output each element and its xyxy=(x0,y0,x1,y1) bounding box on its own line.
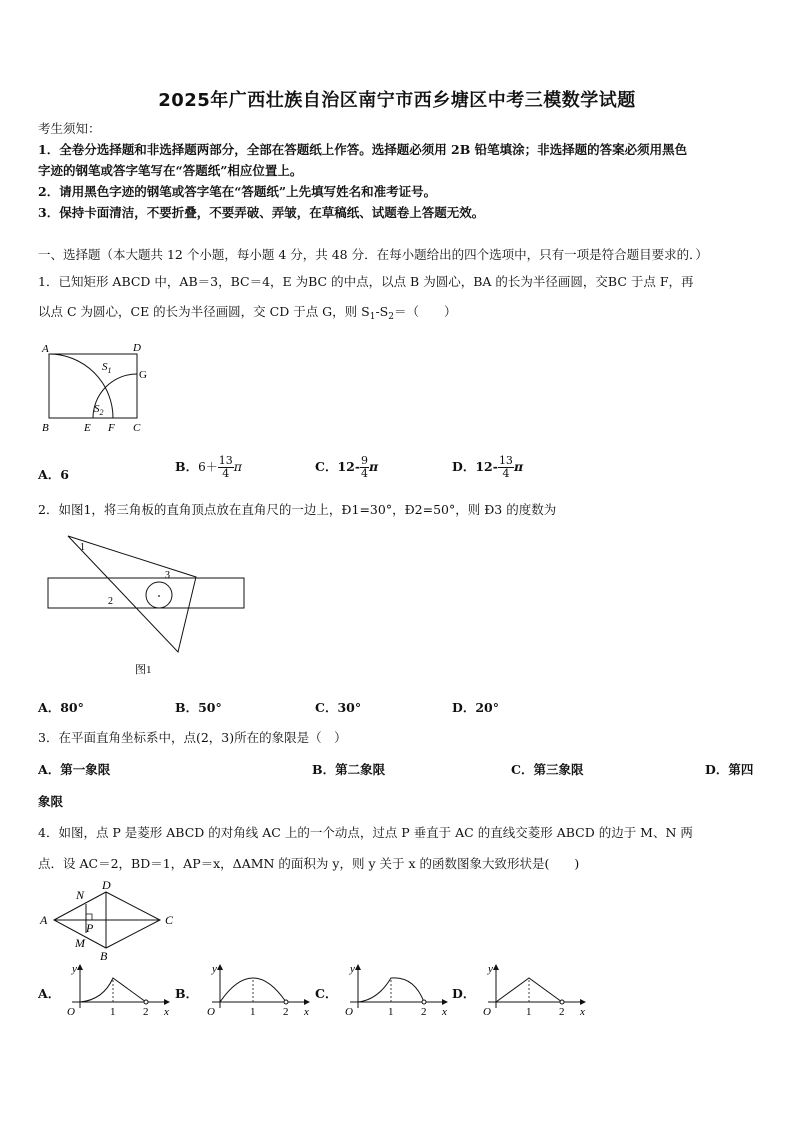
origin-label: O xyxy=(345,1006,353,1018)
x-axis-label: x xyxy=(580,1006,585,1018)
q4-option-d-label[interactable]: D． xyxy=(452,986,476,1001)
fig4-label-a: A xyxy=(40,913,48,927)
endpoint-dot xyxy=(284,1000,288,1004)
y-axis-label: y xyxy=(212,963,217,975)
fig1-label-a: A xyxy=(42,343,49,355)
origin-label: O xyxy=(67,1006,75,1018)
notice-item-1-cont: 字迹的钢笔或答字笔写在“答题纸”相应位置上。 xyxy=(38,163,303,178)
question-1-line-2: 以点 C 为圆心，CE 的长为半径画圆，交 CD 于点 G，则 $S_1-S_2=$（ ） xyxy=(38,304,457,322)
question-4-line-1: 4．如图，点 P 是菱形 ABCD 的对角线 AC 上的一个动点，过点 P 垂直于 AC 的直线交菱形 ABCD 的边于 M、N 两 xyxy=(38,825,693,840)
question-2-figure xyxy=(38,528,258,680)
y-axis-label: y xyxy=(350,963,355,975)
endpoint-dot xyxy=(560,1000,564,1004)
question-1-line-1: 1．已知矩形 ABCD 中，AB＝3，BC＝4，E 为BC 的中点，以点 B 为圆心，BA 的长为半径画圆，交BC 于点 F，再 xyxy=(38,274,694,289)
y-axis-label: y xyxy=(488,963,493,975)
fig1-label-d: D xyxy=(133,342,141,354)
fig4-label-d: D xyxy=(102,878,111,892)
tick-label-2: 2 xyxy=(421,1006,427,1018)
question-3-text: 3．在平面直角坐标系中，点(2，3)所在的象限是（ ） xyxy=(38,730,347,745)
q4-option-c-label[interactable]: C． xyxy=(315,986,338,1001)
x-axis-arrow xyxy=(580,999,586,1005)
q3-option-d-wrap: 象限 xyxy=(38,794,64,809)
x-axis-label: x xyxy=(442,1006,447,1018)
q4-option-b-label[interactable]: B． xyxy=(175,986,199,1001)
fig2-angle-3: 3 xyxy=(165,570,170,581)
q3-option-d[interactable]: D．第四 xyxy=(705,762,754,777)
notice-item-2: 2．请用黑色字迹的钢笔或答字笔在“答题纸”上先填写姓名和准考证号。 xyxy=(38,184,437,199)
notice-heading: 考生须知： xyxy=(38,121,101,136)
notice-item-3: 3．保持卡面清洁，不要折叠，不要弄破、弄皱，在草稿纸、试题卷上答题无效。 xyxy=(38,205,485,220)
x-axis-arrow xyxy=(304,999,310,1005)
q1-option-a[interactable]: A．6 xyxy=(38,467,69,482)
fig2-angle-2: 2 xyxy=(108,596,113,607)
origin-label: O xyxy=(483,1006,491,1018)
fig4-label-n: N xyxy=(76,888,85,902)
q3-option-b[interactable]: B．第二象限 xyxy=(312,762,386,777)
endpoint-dot xyxy=(144,1000,148,1004)
fig1-label-c: C xyxy=(133,422,141,434)
fig1-label-s2: $S_2$ xyxy=(94,403,104,417)
tick-label-1: 1 xyxy=(388,1006,394,1018)
fig1-label-g: G xyxy=(139,369,147,381)
fig4-label-c: C xyxy=(165,913,174,927)
q2-option-c[interactable]: C．30° xyxy=(315,700,362,715)
q1-option-d[interactable]: D．12- $\frac{13}{4}$ π xyxy=(452,454,524,480)
y-axis-arrow xyxy=(493,964,499,970)
q2-option-b[interactable]: B．50° xyxy=(175,700,222,715)
fig1-label-b: B xyxy=(42,422,49,434)
section-heading: 一、选择题（本大题共 12 个小题，每小题 4 分，共 48 分．在每小题给出的四个选项中，只有一项是符合题目要求的．） xyxy=(38,247,708,262)
fig4-label-p: P xyxy=(86,921,94,935)
fig1-label-f: F xyxy=(108,422,115,434)
tick-label-1: 1 xyxy=(250,1006,256,1018)
tick-label-1: 1 xyxy=(110,1006,116,1018)
q2-option-d[interactable]: D．20° xyxy=(452,700,499,715)
question-4-line-2: 点．设 AC＝2，BD＝1，AP＝x，ΔAMN 的面积为 y，则 y 关于 x 的函数图象大致形状是( ) xyxy=(38,856,580,871)
notice-item-1: 1．全卷分选择题和非选择题两部分，全部在答题纸上作答。选择题必须用 2B 铅笔填涂；非选择题的答案必须用黑色 xyxy=(38,142,688,157)
endpoint-dot xyxy=(422,1000,426,1004)
q3-option-c[interactable]: C．第三象限 xyxy=(511,762,584,777)
question-2-text: 2．如图1，将三角板的直角顶点放在直角尺的一边上，Ð1=30°，Ð2=50°，则 Ð3 的度数为 xyxy=(38,502,557,517)
y-axis-label: y xyxy=(72,963,77,975)
q4-graph-d xyxy=(476,958,594,1022)
q1-option-b[interactable]: B．6＋ $\frac{13}{4}$ π xyxy=(175,454,242,480)
fig1-label-e: E xyxy=(84,422,91,434)
x-axis-label: x xyxy=(164,1006,169,1018)
q4-graph-a xyxy=(60,958,178,1022)
origin-label: O xyxy=(207,1006,215,1018)
x-axis-arrow xyxy=(442,999,448,1005)
y-axis-arrow xyxy=(217,964,223,970)
y-axis-arrow xyxy=(77,964,83,970)
tick-label-1: 1 xyxy=(526,1006,532,1018)
fig2-caption: 图1 xyxy=(135,664,152,676)
fig1-label-s1: $S_1$ xyxy=(102,361,112,375)
x-axis-label: x xyxy=(304,1006,309,1018)
fig2-angle-1: 1 xyxy=(80,542,85,553)
question-4-figure xyxy=(36,874,186,962)
q4-graph-c xyxy=(338,958,456,1022)
x-axis-arrow xyxy=(164,999,170,1005)
y-axis-arrow xyxy=(355,964,361,970)
page-title: 2025年广西壮族自治区南宁市西乡塘区中考三模数学试题 xyxy=(158,90,636,111)
tick-label-2: 2 xyxy=(283,1006,289,1018)
question-1-figure xyxy=(38,337,158,437)
q2-option-a[interactable]: A．80° xyxy=(38,700,84,715)
q4-graph-b xyxy=(200,958,318,1022)
q3-option-a[interactable]: A．第一象限 xyxy=(38,762,111,777)
fig4-label-b: B xyxy=(100,949,108,962)
tick-label-2: 2 xyxy=(143,1006,149,1018)
tick-label-2: 2 xyxy=(559,1006,565,1018)
fig4-label-m: M xyxy=(75,936,85,950)
q1-option-c[interactable]: C．12- $\frac{9}{4}$ π xyxy=(315,454,379,480)
q4-option-a-label[interactable]: A． xyxy=(38,986,61,1001)
